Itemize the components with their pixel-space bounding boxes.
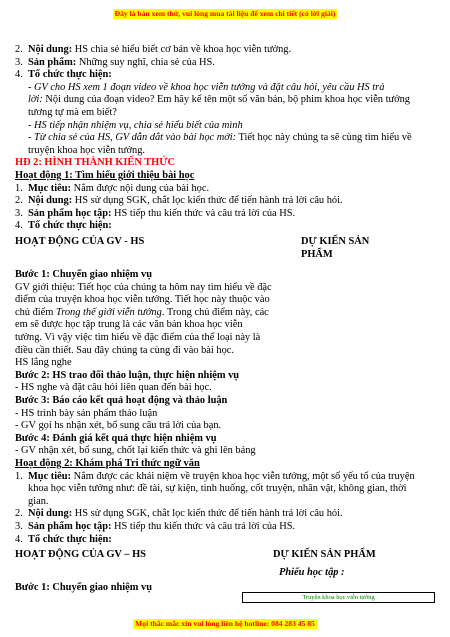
item-label: Tổ chức thực hiện: bbox=[28, 69, 112, 81]
item-label: Nội dung: bbox=[28, 195, 73, 207]
step-title: Bước 1: Chuyển giao nhiệm vụ bbox=[15, 269, 152, 281]
text-line: điểm của truyện khoa học viễn tưởng. Tiết học này thuộc vào bbox=[15, 294, 270, 306]
list-item bbox=[15, 183, 433, 196]
text-line: - HS trình bày sản phẩm thảo luận bbox=[15, 407, 158, 419]
item-number: 4. bbox=[15, 220, 23, 232]
activity-steps bbox=[15, 269, 277, 458]
worksheet-label: Phiếu học tập : bbox=[279, 566, 345, 578]
item-number: 4. bbox=[15, 69, 23, 81]
item-number: 1. bbox=[15, 182, 23, 194]
item-number: 3. bbox=[15, 56, 23, 68]
item-label: Sản phẩm: bbox=[28, 56, 77, 68]
list-item bbox=[15, 534, 433, 547]
item-number: 2. bbox=[15, 195, 23, 207]
list-item bbox=[15, 208, 433, 221]
item-text: HS tiếp thu kiến thức và câu trả lời của HS. bbox=[111, 207, 296, 219]
list-item bbox=[15, 44, 433, 57]
text-line: em sẽ được học tập trung là các văn bản khoa học viễn bbox=[15, 319, 243, 331]
text-line: GV giới thiệu: Tiết học của chúng ta hôm nay tìm hiểu về đặc bbox=[15, 281, 272, 293]
item-text: Nắm được các khái niệm về truyện khoa học viễn tưởng, một số yếu tố của truyện bbox=[71, 470, 415, 482]
step-title: Bước 2: HS trao đổi thảo luận, thực hiện nhiệm vụ bbox=[15, 369, 240, 381]
document-page bbox=[15, 44, 433, 603]
item-number: 3. bbox=[15, 520, 23, 532]
text-line: - HS nghe và đặt câu hỏi liên quan đến bài học. bbox=[15, 382, 212, 394]
item-text: Những suy nghĩ, chia sẻ của HS. bbox=[76, 56, 215, 68]
text-line: - GV gọi hs nhận xét, bổ sung câu trả lời của bạn. bbox=[15, 420, 222, 432]
text-line: - Từ chia sẻ của HS, GV dẫn dắt vào bài học mới: bbox=[28, 132, 237, 144]
text-line: tưởng. Vì vậy việc tìm hiểu về đặc điểm của thể loại này là bbox=[15, 332, 261, 344]
text-line: . Trong chủ điểm này, các bbox=[161, 306, 269, 318]
item-label: Mục tiêu: bbox=[28, 182, 71, 194]
text-line: Trong thế giới viễn tưởng bbox=[55, 306, 162, 318]
column-header-product: DỰ KIẾN SẢN bbox=[301, 235, 370, 247]
section-heading: HĐ 2: HÌNH THÀNH KIẾN THỨC bbox=[15, 157, 176, 169]
item-text: Nắm được nội dung của bài học. bbox=[71, 182, 210, 194]
item-label: Mục tiêu: bbox=[28, 470, 71, 482]
activity-table-header bbox=[15, 549, 433, 562]
item-label: Tổ chức thực hiện: bbox=[28, 220, 112, 232]
step-title: Bước 4: Đánh giá kết quả thực hiện nhiệm vụ bbox=[15, 432, 217, 444]
column-header-gv-hs: HOẠT ĐỘNG CỦA GV - HS bbox=[15, 235, 145, 247]
text-line: gian. bbox=[28, 495, 49, 507]
text-line: - HS tiếp nhận nhiệm vụ, chia sẻ hiểu biết của mình bbox=[28, 119, 243, 131]
text-line: lời: bbox=[28, 94, 43, 106]
column-header-product: PHẨM bbox=[301, 248, 333, 260]
step-title: Bước 1: Chuyển giao nhiệm vụ bbox=[15, 582, 152, 594]
item-label: Tổ chức thực hiện: bbox=[28, 533, 112, 545]
activity-table-header bbox=[15, 236, 433, 261]
list-item bbox=[15, 195, 433, 208]
step-title: Bước 3: Báo cáo kết quả hoạt động và thảo luận bbox=[15, 395, 228, 407]
item-text: HS sử dụng SGK, chắt lọc kiến thức để tiến hành trả lời câu hỏi. bbox=[72, 195, 343, 207]
item-label: Sản phẩm học tập: bbox=[28, 520, 112, 532]
text-line: Tiết học này chúng ta sẽ cùng tìm hiểu về bbox=[236, 132, 412, 144]
intro-activity-text bbox=[15, 82, 433, 158]
text-line: tương tự mà em biết? bbox=[28, 106, 117, 118]
item-number: 1. bbox=[15, 470, 23, 482]
text-line: điều cần thiết. Sau đây chúng ta cùng đi vào bài học. bbox=[15, 344, 235, 356]
text-line: truyện khoa học viễn tưởng. bbox=[28, 144, 146, 156]
item-label: Nội dung: bbox=[28, 508, 73, 520]
activity-title: Hoạt động 2: Khám phá Tri thức ngữ văn bbox=[15, 458, 200, 469]
text-line: Nội dung của đoạn video? Em hãy kể tên một số văn bản, bộ phim khoa học viễn tưởng bbox=[42, 94, 410, 106]
list-item bbox=[15, 471, 433, 484]
preview-banner: Đây là bản xem thử, vui lòng mua tài liệu để xem chi tiết (có lời giải) bbox=[114, 9, 336, 18]
worksheet-table-cell: Truyện khoa học viễn tưởng bbox=[242, 592, 435, 603]
item-number: 2. bbox=[15, 44, 23, 55]
text-line: chủ điểm bbox=[15, 306, 56, 318]
item-text: HS tiếp thu kiến thức và câu trả lời của HS. bbox=[111, 520, 296, 532]
item-label: Nội dung: bbox=[28, 44, 73, 55]
item-label: Sản phẩm học tập: bbox=[28, 207, 112, 219]
list-item bbox=[15, 521, 433, 534]
text-line: khoa học viễn tưởng như: đề tài, sự kiện, tình huống, cốt truyện, nhân vật, không gian, thời bbox=[28, 483, 407, 495]
text-line: HS lắng nghe bbox=[15, 357, 72, 369]
list-item bbox=[15, 69, 433, 82]
text-line: - GV cho HS xem 1 đoạn video về khoa học viễn tưởng và đặt câu hỏi, yêu cầu HS trả bbox=[28, 81, 385, 93]
item-number: 3. bbox=[15, 207, 23, 219]
item-text: HS chia sẻ hiểu biết cơ bản về khoa học viễn tưởng. bbox=[72, 44, 292, 55]
activity-title: Hoạt động 1: Tìm hiểu giới thiệu bài học bbox=[15, 169, 195, 181]
list-item bbox=[15, 57, 433, 70]
hotline-banner: Mọi thắc mắc xin vui lòng liên hệ hotline: 084 283 45 85 bbox=[135, 619, 315, 628]
item-text: HS sử dụng SGK, chắt lọc kiến thức để tiến hành trả lời câu hỏi. bbox=[72, 508, 343, 520]
list-item bbox=[15, 508, 433, 521]
item-number: 2. bbox=[15, 508, 23, 520]
column-header-gv-hs: HOẠT ĐỘNG CỦA GV – HS bbox=[15, 549, 146, 561]
list-item bbox=[15, 220, 433, 233]
text-line: - GV nhận xét, bổ sung, chốt lại kiến thức và ghi lên bảng bbox=[15, 445, 256, 457]
column-header-product: DỰ KIẾN SẢN PHẨM bbox=[273, 549, 376, 561]
item-number: 4. bbox=[15, 533, 23, 545]
